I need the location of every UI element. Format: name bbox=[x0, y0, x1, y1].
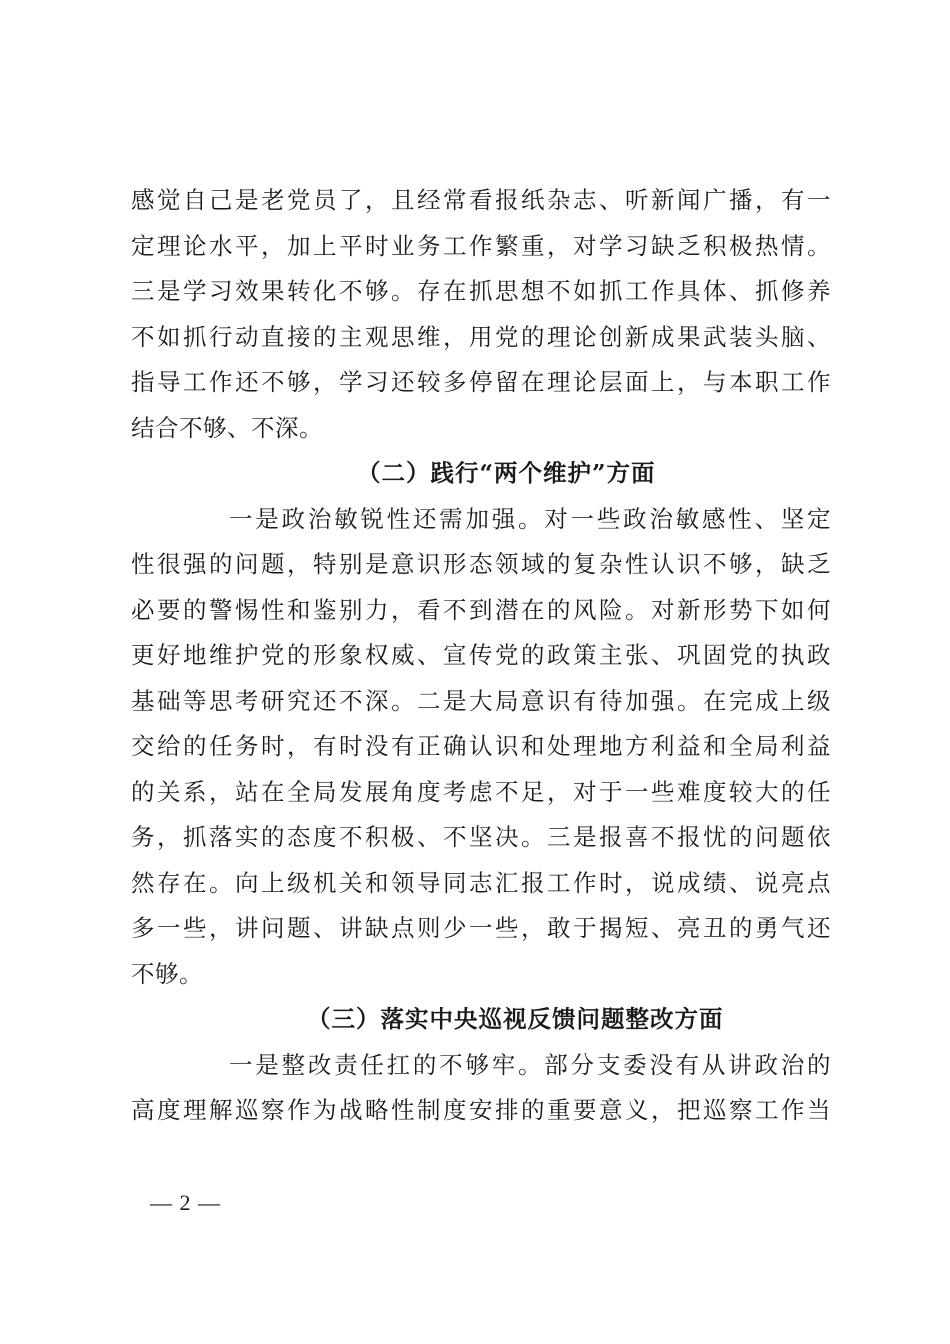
document-body bbox=[131, 178, 831, 1134]
paragraph-line: 定理论水平，加上平时业务工作繁重，对学习缺乏积极热情。 bbox=[131, 231, 831, 260]
paragraph-line: 基础等思考研究还不深。二是大局意识有待加强。在完成上级 bbox=[131, 686, 831, 715]
page-number: — 2 — bbox=[150, 1190, 221, 1215]
paragraph-line: 然存在。向上级机关和领导同志汇报工作时，说成绩、说亮点 bbox=[131, 868, 831, 897]
paragraph-line: 务，抓落实的态度不积极、不坚决。三是报喜不报忧的问题依 bbox=[131, 823, 831, 851]
paragraph-line: 一是政治敏锐性还需加强。对一些政治敏感性、坚定 bbox=[229, 504, 831, 533]
paragraph-line: 交给的任务时，有时没有正确认识和处理地方利益和全局利益 bbox=[131, 732, 831, 760]
section-heading-2: （二）践行“两个维护”方面 bbox=[357, 459, 656, 487]
paragraph-line: 结合不够、不深。 bbox=[131, 413, 323, 442]
paragraph-line: 三是学习效果转化不够。存在抓思想不如抓工作具体、抓修养 bbox=[131, 277, 831, 305]
paragraph-line: 高度理解巡察作为战略性制度安排的重要意义，把巡察工作当 bbox=[131, 1096, 831, 1124]
paragraph-line: 感觉自己是老党员了，且经常看报纸杂志、听新闻广播，有一 bbox=[131, 186, 831, 214]
paragraph-line: 多一些，讲问题、讲缺点则少一些，敢于揭短、亮丑的勇气还 bbox=[131, 914, 831, 942]
paragraph-line: 指导工作还不够，学习还较多停留在理论层面上，与本职工作 bbox=[131, 368, 831, 396]
section-heading-3: （三）落实中央巡视反馈问题整改方面 bbox=[307, 1005, 724, 1033]
paragraph-line: 不如抓行动直接的主观思维，用党的理论创新成果武装头脑、 bbox=[131, 322, 831, 351]
paragraph-line: 一是整改责任扛的不够牢。部分支委没有从讲政治的 bbox=[229, 1050, 831, 1079]
paragraph-line: 更好地维护党的形象权威、宣传党的政策主张、巩固党的执政 bbox=[131, 641, 831, 669]
paragraph-line: 必要的警惕性和鉴别力，看不到潜在的风险。对新形势下如何 bbox=[131, 595, 831, 624]
paragraph-line: 性很强的问题，特别是意识形态领域的复杂性认识不够，缺乏 bbox=[131, 550, 831, 578]
paragraph-line: 不够。 bbox=[131, 959, 203, 988]
paragraph-line: 的关系，站在全局发展角度考虑不足，对于一些难度较大的任 bbox=[131, 777, 831, 806]
